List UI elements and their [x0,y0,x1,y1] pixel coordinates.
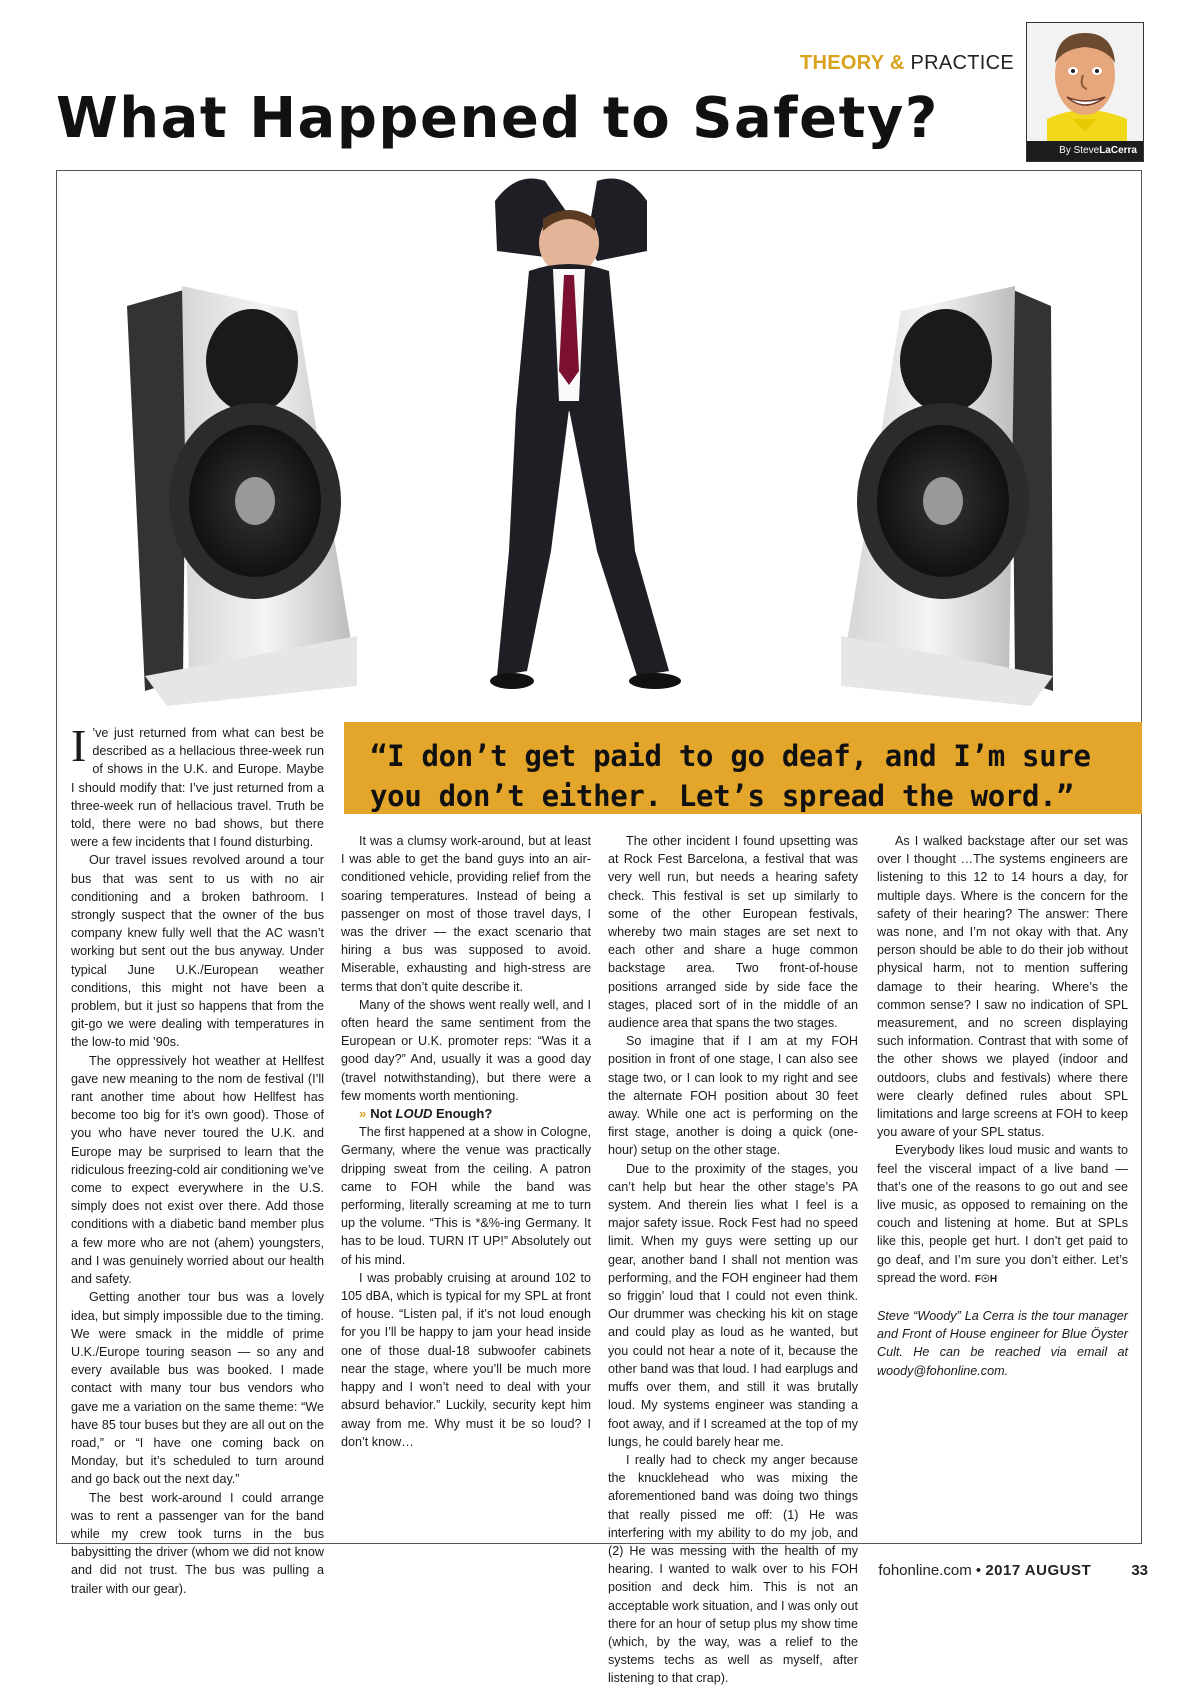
man-between-speakers-illustration [57,171,1141,711]
article-paragraph: The oppressively hot weather at Hellfest gave new meaning to the nom de festival (I’ll rant another time about how Hellfest has become too big for it’s own good). Those of you who have never toured the U.K. and Europe may be surprised to learn that the ridiculous freezing-cold air conditioning we’ve come to expect everywhere in the U.S. simply does not exist over there. Add those conditions with a diabetic band member plus a few more who are not (ahem) youngsters, and I was genuinely worried about our health and safety. [71,1053,324,1287]
article-paragraph: It was a clumsy work-around, but at least I was able to get the band guys into an air-conditioned vehicle, providing relief from the soaring temperatures. Instead of being a passenger on most of those travel days, I was the driver — the exact scenario that hiring a bus was supposed to avoid. Miserable, exhausting and high-stress are terms that don’t quite describe it. [341,834,591,994]
author-bio: Steve “Woody” La Cerra is the tour manager and Front of House engineer for Blue Öyster Cult. He can be reached via email at woody@fohonline.com. [877,1309,1128,1378]
section-kicker-practice: PRACTICE [910,52,1014,74]
headline: What Happened to Safety? [56,86,939,151]
author-portrait [1026,22,1144,162]
article-paragraph: Our travel issues revolved around a tour bus that was sent to us with no air conditioning and a broken bathroom. I strongly suspect that the owner of the bus company knew fully well that the AC wasn’t working but sent out the bus anyway. Under typical June U.K./European weather conditions, this might not have been a problem, but it just so happens that from the git-go we were dealing with temperatures in the low-to mid ’90s. [71,853,324,1050]
chevron-right-icon: » [359,1106,367,1122]
page-footer [878,1562,1148,1579]
section-kicker-theory: THEORY & [799,52,905,74]
byline [1027,141,1143,161]
hero-photo [57,171,1141,711]
byline-first-name: Steve [1073,145,1100,156]
article-paragraph: Many of the shows went really well, and I often heard the same sentiment from the European or U.K. promoter reps: “Was it a good day?” And, usually it was a good day (travel notwithstanding), but there were a few moments worth mentioning. [341,997,591,1103]
article-paragraph: Everybody likes loud music and wants to feel the visceral impact of a live band — that’s one of the reasons to go out and see live music, as opposed to remaining on the couch and listening at home. But at SPLs like this, people get hurt. I don’t get paid to go deaf, and I’m sure you don’t either. Let’s spread the word. F☉H [877,1143,1128,1285]
article-paragraph: I was probably cruising at around 102 to 105 dBA, which is typical for my SPL at front of house. “Listen pal, if it’s not loud enough for you I’ll be happy to jam your head inside one of those dual-18 subwoofer cabinets near the stage, where you’ll be much more happy and I won’t need to deal with your absurd behavior.” Luckily, security kept him away from me. Why must it be so loud? I don’t know… [341,1270,591,1449]
article-paragraph: The other incident I found upsetting was at Rock Fest Barcelona, a festival that was very well run, but needs a hearing safety check. This festival is set up similarly to some of the other European festivals, whereby two main stages are set next to each other and share a huge common backstage area. Two front-of-house positions arranged side by side face the stages, placed sort of in the middle of an audience area that spans the two stages. [608,834,858,1031]
article-paragraph: Due to the proximity of the stages, you can’t help but hear the other stage’s PA system. And therein lies what I feel is a major safety issue. Rock Fest had no speed limit. When my guys were setting up our gear, another band I shall not mention was performing, and the FOH engineer had them so friggin’ loud that I could not even think. Our drummer was checking his kit on stage and could play as loud as he wanted, but you could not hear a note of it, because the other band was that loud. I had earplugs and muffs over them, and still it was brutally loud. My systems engineer was standing a foot away, and if I screamed at the top of my lungs, he could barely hear me. [608,1161,858,1449]
article-column-4 [877,832,1128,1380]
left-speaker [127,286,357,706]
byline-prefix: By [1059,145,1071,156]
footer-issue: 2017 AUGUST [985,1562,1092,1579]
article-paragraph: As I walked backstage after our set was over I thought …The systems engineers are listening to this 12 to 14 hours a day, for multiple days. Where is the concern for the safety of their hearing? The answer: There was none, and I’m not okay with that. Any person should be able to do their job without physical harm, not to mention suffering damage to their hearing. Where’s the common sense? I saw no indication of SPL measurement, and no screen displaying such information. Contrast that with some of the other shows we played (indoor and outdoors, clubs and festivals) where there were clearly defined rules about SPL limitations and large screens at FOH to keep you aware of your SPL status. [877,834,1128,1140]
section-kicker [800,52,1014,75]
drop-cap: I [71,720,87,771]
article-paragraph: So imagine that if I am at my FOH position in front of one stage, I can also see stage two, or I can look to my right and see the alternate FOH position about 30 feet away. While one act is performing on the first stage, another is doing a quick (one-hour) setup on the other stage. [608,1034,858,1158]
article-column-2 [341,832,591,1451]
man-figure [490,179,681,690]
byline-last-name: LaCerra [1099,145,1137,156]
article-paragraph: The first happened at a show in Cologne, Germany, where the venue was practically dripping sweat from the ceiling. A patron came to FOH while the band was performing, literally screaming at me to turn up the volume. “This is *&%-ing Germany. It has to be loud. TURN IT UP!” Absolutely out of his mind. [341,1125,591,1267]
footer-separator: • [975,1562,982,1579]
footer-site: fohonline.com [878,1562,972,1579]
pull-quote-text: “I don’t get paid to go deaf, and I’m sure you don’t either. Let’s spread the word.” [370,739,1091,813]
article-paragraph: The best work-around I could arrange was to rent a passenger van for the band while my crew took turns in the bus babysitting the driver (whom we did not know and did not trust. The bus was pulling a trailer with our gear). [71,1490,324,1596]
foh-end-mark: F☉H [974,1273,998,1285]
page-number: 33 [1131,1562,1148,1579]
author-caricature-illustration [1027,23,1143,141]
article-paragraph: I ’ve just returned from what can best be described as a hellacious three-week run of shows in the U.K. and Europe. Maybe I should modify that: I’ve just returned from a three-week run of hellacious travel. Truth be told, there were no bad shows, but there were a few incidents that I found disturbing. [71,720,324,850]
right-speaker [841,286,1053,706]
pull-quote [344,722,1142,814]
article-paragraph: Getting another tour bus was a lovely idea, but simply impossible due to the timing. We were smack in the middle of prime U.K./Europe touring season — so any and every available bus was booked. I made contact with many tour bus vendors who gave me a variation on the same theme: “We have 85 tour buses but they are all out on the road,” or “I have one coming back on Monday, but it’s scheduled to turn around and go back out the next day.” [71,1290,324,1487]
subhead: » Not LOUD Enough? [359,1106,493,1122]
article-column-1 [71,720,324,1598]
article-column-3 [608,832,858,1688]
article-paragraph: I really had to check my anger because the knucklehead who was mixing the aforementioned band was doing two things that really pissed me off: (1) He was interfering with my ability to do my job, and (2) He was messing with the health of my hearing. I wanted to walk over to his FOH position and deck him. This is not an acceptable work situation, and I was only out there for an hour of setup plus my show time (which, by the way, was a relief to the systems techs as well as myself, after listening to that crap). [608,1452,858,1686]
